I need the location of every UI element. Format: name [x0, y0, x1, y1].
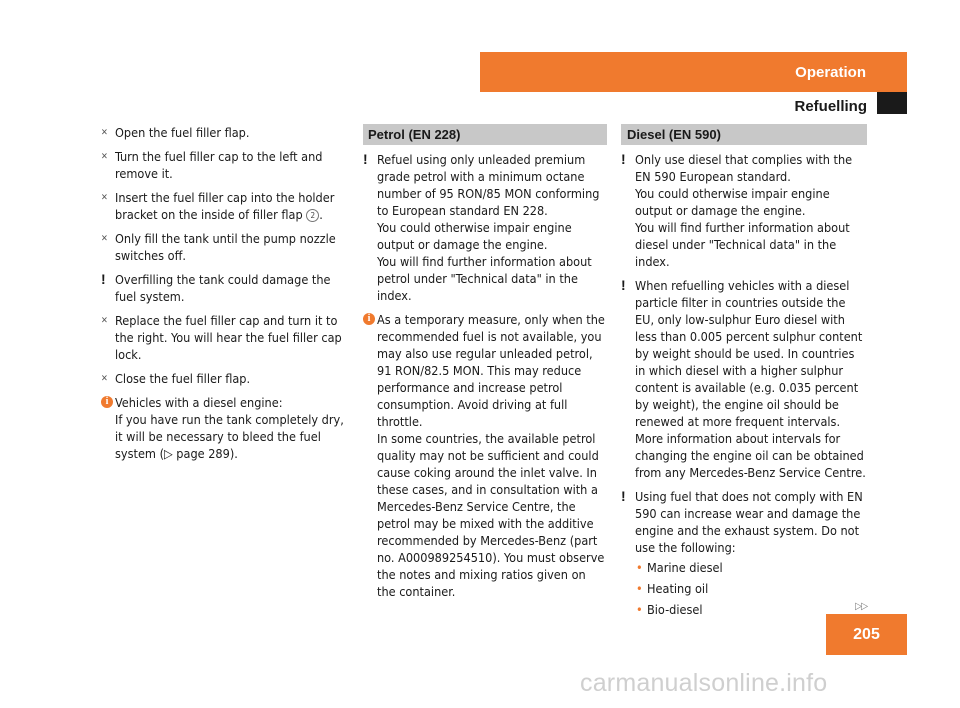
- page-number: 205: [853, 626, 880, 643]
- warning-icon: !: [621, 151, 626, 167]
- page-number-box: [826, 614, 907, 655]
- petrol-heading: Petrol (EN 228): [363, 124, 607, 145]
- step-arrow-icon: ✕: [101, 152, 108, 162]
- warning-icon: !: [101, 271, 106, 287]
- step-arrow-icon: ✕: [101, 316, 108, 326]
- filler-flap-callout: 2: [306, 209, 319, 222]
- step-item: ✕ Open the fuel filler flap.: [101, 125, 250, 140]
- step-item: ✕ Replace the fuel filler cap and turn it to the right. You will hear the fuel filler cap lock.: [101, 313, 342, 362]
- list-item: • Marine diesel: [636, 560, 723, 575]
- step-item: ✕ Only fill the tank until the pump nozzle switches off.: [101, 231, 336, 263]
- warning-note: ! Using fuel that does not comply with EN 590 can increase wear and damage the engine and the exhaust system. Do not use the following: • Marine diesel • Heating oil • Bio-diesel: [621, 488, 867, 618]
- page-reference-link[interactable]: (▷ page 289).: [159, 446, 238, 461]
- step-arrow-icon: ✕: [101, 193, 108, 203]
- list-item: • Bio-diesel: [636, 602, 703, 617]
- column-petrol: [363, 124, 607, 607]
- step-item: ✕ Close the fuel filler flap.: [101, 371, 251, 386]
- warning-icon: !: [621, 277, 626, 293]
- fuel-exclusion-list: [635, 559, 867, 618]
- list-item: • Heating oil: [636, 581, 709, 596]
- section-marker: [877, 92, 907, 114]
- step-item: ✕ Turn the fuel filler cap to the left and remove it.: [101, 149, 323, 181]
- continue-arrow-icon: ▷▷: [855, 601, 867, 612]
- warning-note: ! Overfilling the tank could damage the fuel system.: [101, 271, 331, 304]
- bullet-icon: •: [636, 560, 643, 575]
- step-arrow-icon: ✕: [101, 374, 108, 384]
- warning-note: ! Refuel using only unleaded premium grade petrol with a minimum octane number of 95 RON/85 MON conforming to European standard EN 228. You could otherwise impair engine output or damage the engine. You will find further information about petrol under "Technical data" in the index.: [363, 151, 600, 303]
- warning-note: ! When refuelling vehicles with a diesel particle filter in countries outside the EU, only low-sulphur Euro diesel with less than 0.005 percent sulphur content by weight should be used. In countries in which diesel with a higher sulphur content is available (e.g. 0.035 percent by weight), the engine oil should be renewed at more frequent intervals. More information about intervals for changing the engine oil can be obtained from any Mercedes-Benz Service Centre.: [621, 277, 866, 480]
- warning-icon: !: [363, 151, 368, 167]
- step-arrow-icon: ✕: [101, 128, 108, 138]
- info-icon: i: [363, 313, 375, 325]
- chapter-title: Operation: [795, 63, 866, 81]
- bullet-icon: •: [636, 602, 643, 617]
- info-note: i Vehicles with a diesel engine: If you have run the tank completely dry, it will be necessary to bleed the fuel system (▷ page 289).: [101, 394, 347, 462]
- step-arrow-icon: ✕: [101, 234, 108, 244]
- section-title: Refuelling: [794, 98, 867, 115]
- info-icon: i: [101, 396, 113, 408]
- warning-note: ! Only use diesel that complies with the EN 590 European standard. You could otherwise impair engine output or damage the engine. You will find further information about diesel under "Technical data" in the index.: [621, 151, 853, 269]
- step-item: ✕ Insert the fuel filler cap into the holder bracket on the inside of filler flap 2 .: [101, 190, 335, 222]
- bullet-icon: •: [636, 581, 643, 596]
- column-diesel: [621, 124, 867, 625]
- chapter-tab: [480, 52, 907, 92]
- warning-icon: !: [621, 488, 626, 504]
- diesel-heading: Diesel (EN 590): [621, 124, 867, 145]
- column-procedure: [101, 124, 347, 469]
- watermark: carmanualsonline.info: [580, 669, 828, 697]
- info-note: i As a temporary measure, only when the recommended fuel is not available, you may also use regular unleaded petrol, 91 RON/82.5 MON. This may reduce performance and increase petrol consumption. Avoid driving at full throttle. In some countries, the available petrol quality may not be sufficient and could cause coking around the inlet valve. In these cases, and in consultation with a Mercedes-Benz Service Centre, the petrol may be mixed with the additive recommended by Mercedes-Benz (part no. A000989254510). You must observe the notes and mixing ratios given on the container.: [363, 311, 607, 600]
